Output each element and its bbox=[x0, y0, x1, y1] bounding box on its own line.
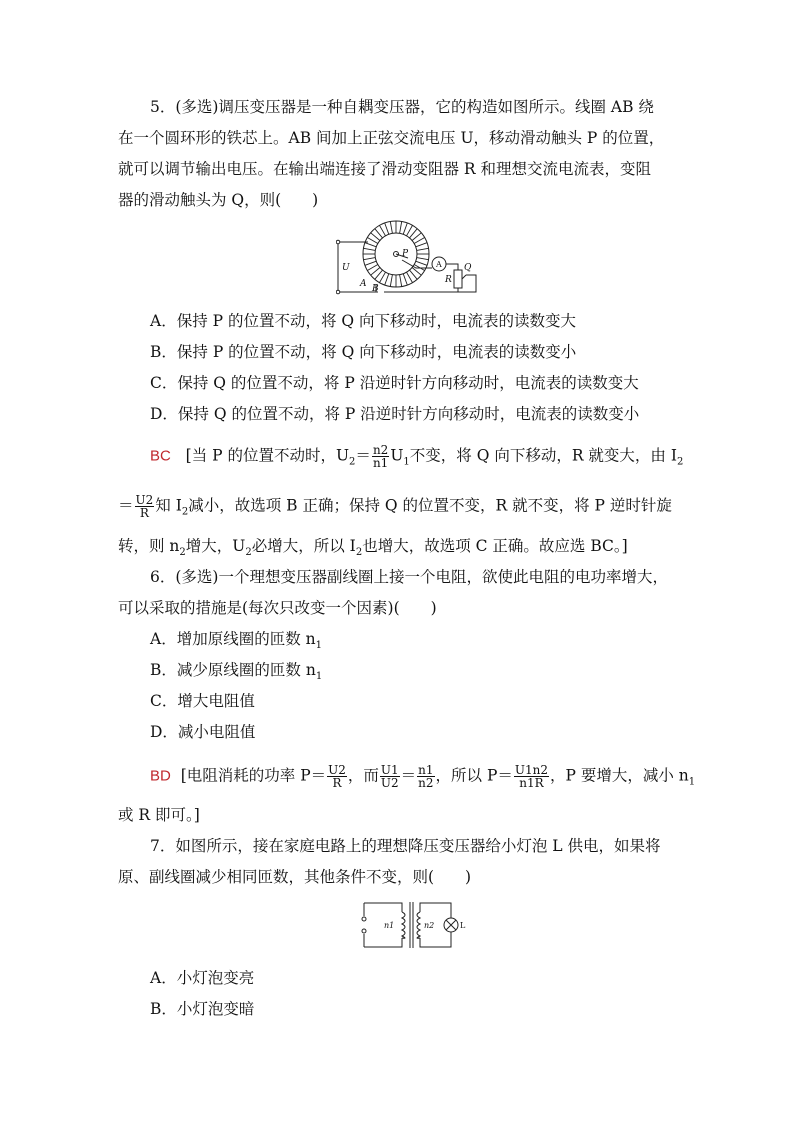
q7-option-b: B．小灯泡变暗 bbox=[150, 1000, 255, 1018]
coil-winding bbox=[371, 233, 380, 241]
q6-option-c: C．增大电阻值 bbox=[150, 692, 255, 710]
q6-stem-line-1: 6．(多选)一个理想变压器副线圈上接一个电阻，欲使此电阻的电功率增大， bbox=[150, 568, 668, 586]
coil-winding bbox=[390, 222, 392, 234]
q6-option-a: A．增加原线圈的匝数 $n_1$ bbox=[150, 630, 322, 652]
coil-winding bbox=[380, 272, 386, 282]
label-l: L bbox=[460, 921, 466, 930]
coil-winding bbox=[365, 243, 376, 247]
label-b: B bbox=[372, 284, 379, 294]
coil-winding bbox=[403, 274, 407, 285]
coil-winding bbox=[412, 233, 421, 241]
q6-option-b: B．减少原线圈的匝数 $n_1$ bbox=[150, 661, 323, 683]
coil-winding bbox=[416, 243, 427, 247]
label-n1: n1 bbox=[384, 921, 395, 930]
coil-winding bbox=[367, 238, 377, 244]
q6-explanation-line-1: BD [电阻消耗的功率 P＝ $\frac{U2}{R}$ ，而 $\frac{U1}{U2}$ ＝ $\frac{n1}{n2}$ ，所以 P＝ $\frac{U1n2}{n1R}$ ，P 要增大，减小 $n_1$ bbox=[150, 763, 696, 790]
coil-winding bbox=[367, 265, 377, 271]
q6-option-d: D．减小电阻值 bbox=[150, 723, 256, 741]
label-q: Q bbox=[464, 263, 472, 273]
q5-stem-line-4: 器的滑动触头为 Q，则( ) bbox=[118, 191, 319, 209]
q7-option-a: A．小灯泡变亮 bbox=[150, 969, 255, 987]
q5-option-d: D．保持 Q 的位置不动，将 P 沿逆时针方向移动时，电流表的读数变小 bbox=[150, 405, 640, 423]
q5-stem-line-3: 就可以调节输出电压。在输出端连接了滑动变阻器 R 和理想交流电流表，变阻 bbox=[118, 160, 652, 178]
rheostat-r bbox=[454, 270, 462, 288]
q7-stem-line-2: 原、副线圈减少相同匝数，其他条件不变，则( ) bbox=[118, 868, 472, 886]
q5-option-c: C．保持 Q 的位置不动，将 P 沿逆时针方向移动时，电流表的读数变大 bbox=[150, 374, 639, 392]
coil-winding bbox=[385, 223, 389, 234]
coil-winding bbox=[400, 275, 402, 287]
q6-fraction-3: $\frac{n1}{n2}$ bbox=[418, 763, 434, 790]
coil-winding bbox=[407, 225, 413, 235]
q5-fraction-u2-r: $\frac{U2}{R}$ bbox=[135, 493, 154, 520]
q5-option-a: A．保持 P 的位置不动，将 Q 向下移动时，电流表的读数变大 bbox=[150, 312, 577, 330]
ammeter-label: A bbox=[436, 260, 442, 269]
coil-winding bbox=[417, 258, 429, 260]
autotransformer-figure bbox=[336, 218, 486, 300]
coil-winding bbox=[400, 222, 402, 234]
label-p: P bbox=[402, 249, 409, 259]
coil-winding bbox=[410, 229, 418, 238]
coil-winding bbox=[390, 275, 392, 287]
q5-option-b: B．保持 P 的位置不动，将 Q 向下移动时，电流表的读数变小 bbox=[150, 343, 577, 361]
slider-q bbox=[462, 275, 466, 279]
coil-winding bbox=[385, 274, 389, 285]
q6-fraction-4: $\frac{U1n2}{n1R}$ bbox=[514, 763, 549, 790]
coil-winding bbox=[407, 272, 413, 282]
coil-winding bbox=[412, 268, 421, 276]
label-u: U bbox=[342, 263, 350, 273]
q7-stem-line-1: 7．如图所示，接在家庭电路上的理想降压变压器给小灯泡 L 供电，如果将 bbox=[150, 837, 661, 855]
q5-stem-line-1: 5．(多选)调压变压器是一种自耦变压器，它的构造如图所示。线圈 AB 绕 bbox=[150, 98, 654, 116]
q5-fraction-n2-n1: $\frac{n2}{n1}$ bbox=[372, 443, 389, 470]
coil-winding bbox=[403, 223, 407, 234]
q5-explanation-line-3: 转，则 $n_2$增大，$U_2$必增大，所以 $I_2$也增大，故选项 C 正确。故应选 BC。] bbox=[118, 537, 628, 559]
secondary-coil bbox=[417, 912, 420, 938]
q6-explanation-line-2: 或 R 即可。] bbox=[118, 806, 200, 824]
q6-fraction-2: $\frac{U1}{U2}$ bbox=[380, 763, 399, 790]
label-a: A bbox=[360, 279, 367, 289]
q6-stem-line-2: 可以采取的措施是(每次只改变一个因素)( ) bbox=[118, 599, 437, 617]
q6-fraction-1: $\frac{U2}{R}$ bbox=[328, 763, 346, 790]
coil-winding bbox=[364, 258, 376, 260]
coil-winding bbox=[371, 268, 380, 276]
q5-stem-line-2: 在一个圆环形的铁芯上。AB 间加上正弦交流电压 U，移动滑动触头 P 的位置， bbox=[118, 129, 665, 147]
coil-winding bbox=[380, 225, 386, 235]
coil-winding bbox=[365, 261, 376, 265]
coil-winding bbox=[375, 270, 383, 279]
coil-winding bbox=[375, 229, 383, 238]
q5-explanation-line-1: BC [当 P 的位置不动时，$U_2=$ $\frac{n2}{n1}$ $U_1$不变，将 Q 向下移动，R 就变大，由 $I_2$ bbox=[150, 443, 684, 470]
transformer-figure bbox=[356, 898, 472, 952]
label-n2: n2 bbox=[424, 921, 435, 930]
coil-winding bbox=[364, 248, 376, 250]
primary-coil bbox=[402, 912, 405, 938]
q6-answer: BD bbox=[150, 767, 171, 785]
coil-winding bbox=[410, 270, 418, 279]
coil-winding bbox=[416, 261, 427, 265]
coil-winding bbox=[417, 248, 429, 250]
label-r: R bbox=[445, 275, 452, 285]
q5-answer: BC bbox=[150, 447, 171, 465]
coil-winding bbox=[414, 238, 424, 244]
q5-explanation-line-2: ＝ $\frac{U2}{R}$ 知 $I_2$减小，故选项 B 正确；保持 Q 的位置不变，R 就不变，将 P 逆时针旋 bbox=[118, 493, 672, 520]
